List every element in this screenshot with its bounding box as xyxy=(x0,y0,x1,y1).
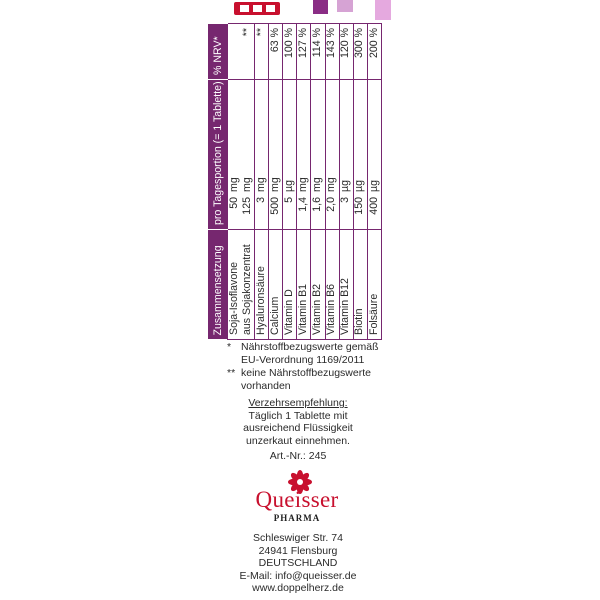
ingredient-amount: 400 xyxy=(367,197,380,215)
ingredient-amount-cell xyxy=(241,80,255,230)
ingredient-amount: 1,6 xyxy=(311,197,324,212)
ingredient-amount-cell xyxy=(297,80,311,230)
ingredient-amount-cell xyxy=(339,80,353,230)
right-pink-edge xyxy=(375,0,391,20)
ingredient-nrv: 100 % xyxy=(283,24,297,80)
footnote-nrv xyxy=(227,341,379,366)
ingredient-name: Vitamin B1 xyxy=(297,230,311,340)
ingredient-name: Vitamin D xyxy=(283,230,297,340)
footnote-line: EU-Verordnung 1169/2011 xyxy=(241,353,365,366)
ingredient-unit: mg xyxy=(254,177,267,192)
top-pink-mark xyxy=(337,0,353,12)
ingredient-unit: µg xyxy=(339,180,352,192)
ingredient-nrv: ** xyxy=(255,24,269,80)
brand-name: Queisser xyxy=(255,487,339,512)
ingredient-amount-cell xyxy=(325,80,339,230)
footnote-line: vorhanden xyxy=(241,379,291,392)
table-row xyxy=(228,24,242,340)
ingredient-unit: mg xyxy=(227,177,240,192)
ingredient-amount: 500 xyxy=(268,197,281,215)
recommendation-line: Täglich 1 Tablette mit xyxy=(248,409,348,422)
table-row xyxy=(311,24,325,340)
ingredient-unit: mg xyxy=(268,177,281,192)
ingredient-unit: µg xyxy=(353,180,366,192)
ingredient-name: Hyaluronsäure xyxy=(255,230,269,340)
table-row xyxy=(297,24,311,340)
ingredient-unit: mg xyxy=(297,177,310,192)
ingredient-nrv xyxy=(228,24,242,80)
ingredient-amount: 3 xyxy=(254,197,267,203)
website-line: www.doppelherz.de xyxy=(252,582,344,594)
ingredient-nrv: 114 % xyxy=(311,24,325,80)
table-row xyxy=(325,24,339,340)
ingredient-amount: 150 xyxy=(353,197,366,215)
ingredient-amount-cell xyxy=(228,80,242,230)
ingredient-amount: 3 xyxy=(339,197,352,203)
ingredient-amount: 5 xyxy=(282,197,295,203)
ingredient-amount: 50 xyxy=(227,197,240,209)
header-nrv: % NRV* xyxy=(208,24,228,80)
ingredient-name: Folsäure xyxy=(367,230,381,340)
ingredient-name: Vitamin B6 xyxy=(325,230,339,340)
ingredient-nrv: 63 % xyxy=(269,24,283,80)
manufacturer-address xyxy=(205,532,391,595)
recommendation-heading: Verzehrsempfehlung: xyxy=(248,397,348,409)
ingredient-nrv: 127 % xyxy=(297,24,311,80)
footnote-line: Nährstoffbezugswerte gemäß xyxy=(241,341,379,353)
footnote-line: keine Nährstoffbezugswerte xyxy=(241,367,371,379)
ingredient-amount: 2,0 xyxy=(325,197,338,212)
ingredient-nrv: ** xyxy=(241,24,255,80)
top-purple-mark xyxy=(313,0,328,14)
ingredient-amount: 125 xyxy=(240,197,253,215)
recommendation-line: unzerkaut einnehmen. xyxy=(246,434,350,447)
table-row xyxy=(269,24,283,340)
dosage-recommendation xyxy=(205,397,391,447)
ingredient-nrv: 120 % xyxy=(339,24,353,80)
table-row xyxy=(283,24,297,340)
ingredient-unit: mg xyxy=(325,177,338,192)
ingredient-amount-cell xyxy=(269,80,283,230)
ingredient-name: Vitamin B12 xyxy=(339,230,353,340)
recommendation-line: ausreichend Flüssigkeit xyxy=(243,422,353,434)
brand-subtitle: PHARMA xyxy=(273,513,321,523)
header-composition: Zusammensetzung xyxy=(208,230,228,340)
ingredient-unit: mg xyxy=(311,177,324,192)
ingredient-amount-cell xyxy=(311,80,325,230)
ingredient-unit: µg xyxy=(367,180,380,192)
ingredient-amount-cell xyxy=(353,80,367,230)
footnotes xyxy=(227,341,379,392)
footnote-mark: * xyxy=(227,341,232,353)
table-row xyxy=(367,24,381,340)
table-header-row xyxy=(208,24,228,340)
ingredient-amount-cell xyxy=(367,80,381,230)
ingredient-nrv: 200 % xyxy=(367,24,381,80)
address-line: DEUTSCHLAND xyxy=(258,557,338,569)
ingredient-unit: µg xyxy=(282,180,295,192)
footnote-no-nrv xyxy=(227,367,379,392)
table-row xyxy=(255,24,269,340)
footnote-mark: ** xyxy=(227,367,236,379)
table-row xyxy=(339,24,353,340)
table-row xyxy=(353,24,367,340)
table-row xyxy=(241,24,255,340)
ingredient-unit: mg xyxy=(240,177,253,192)
ingredient-nrv: 143 % xyxy=(325,24,339,80)
email-line: E-Mail: info@queisser.de xyxy=(239,569,357,582)
ingredient-name: Biotin xyxy=(353,230,367,340)
package-top-edge xyxy=(205,0,391,16)
article-number: Art.-Nr.: 245 xyxy=(269,450,327,462)
ingredient-name: Vitamin B2 xyxy=(311,230,325,340)
ingredient-amount-cell xyxy=(283,80,297,230)
top-red-label-piece xyxy=(234,2,280,15)
ingredient-nrv: 300 % xyxy=(353,24,367,80)
ingredient-name: Soja-Isoflavone xyxy=(228,230,242,340)
ingredient-name: aus Sojakonzentrat xyxy=(241,230,255,340)
address-line: Schleswiger Str. 74 xyxy=(253,532,343,544)
ingredient-amount: 1,4 xyxy=(297,197,310,212)
nutrition-table xyxy=(208,24,382,340)
header-per-serving: pro Tagesportion (= 1 Tablette) xyxy=(208,80,228,230)
ingredient-name: Calcium xyxy=(269,230,283,340)
address-line: 24941 Flensburg xyxy=(258,544,338,557)
ingredient-amount-cell xyxy=(255,80,269,230)
